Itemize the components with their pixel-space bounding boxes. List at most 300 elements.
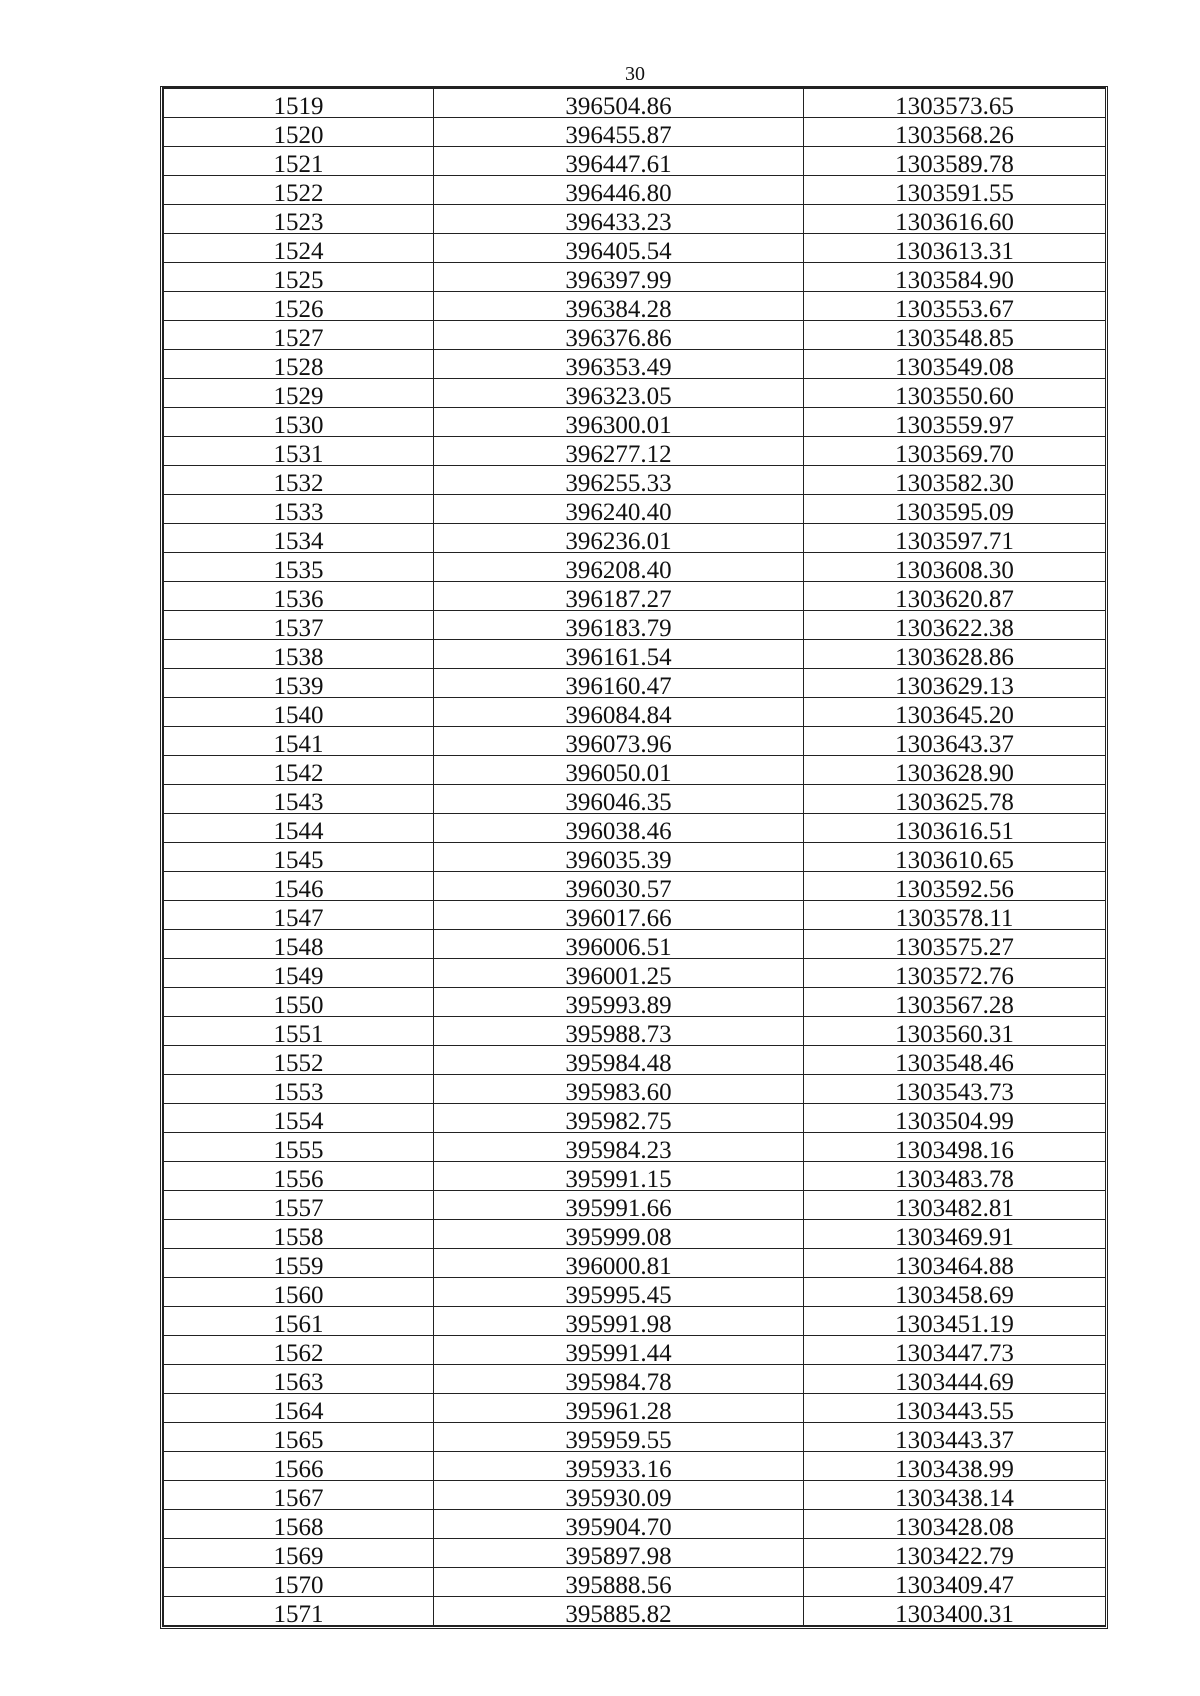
cell-text: 1526 <box>273 296 324 321</box>
table-row <box>164 1104 1106 1133</box>
point-number-cell <box>164 756 434 785</box>
cell-text: 1530 <box>273 412 324 437</box>
cell-text: 1303582.30 <box>895 470 1014 495</box>
table-row <box>164 1481 1106 1510</box>
x-coordinate-cell <box>434 1133 804 1162</box>
y-coordinate-cell <box>804 263 1106 292</box>
cell-text: 395991.66 <box>565 1195 672 1220</box>
cell-text: 1565 <box>273 1427 324 1452</box>
table-row <box>164 727 1106 756</box>
cell-text: 1303616.51 <box>895 818 1014 843</box>
point-number-cell <box>164 553 434 582</box>
y-coordinate-cell <box>804 292 1106 321</box>
cell-text: 1520 <box>273 122 324 147</box>
cell-text: 1547 <box>273 905 324 930</box>
cell-text: 1557 <box>273 1195 324 1220</box>
cell-text: 1525 <box>273 267 324 292</box>
x-coordinate-cell <box>434 930 804 959</box>
cell-text: 1544 <box>273 818 324 843</box>
cell-text: 395933.16 <box>565 1456 672 1481</box>
table-row <box>164 321 1106 350</box>
cell-text: 1548 <box>273 934 324 959</box>
table-row <box>164 669 1106 698</box>
cell-text: 395897.98 <box>565 1543 672 1568</box>
cell-text: 396017.66 <box>565 905 672 930</box>
cell-text: 1303589.78 <box>895 151 1014 176</box>
point-number-cell <box>164 901 434 930</box>
y-coordinate-cell <box>804 1481 1106 1510</box>
x-coordinate-cell <box>434 466 804 495</box>
cell-text: 1303443.55 <box>895 1398 1014 1423</box>
cell-text: 1523 <box>273 209 324 234</box>
cell-text: 1303447.73 <box>895 1340 1014 1365</box>
cell-text: 1567 <box>273 1485 324 1510</box>
cell-text: 395984.78 <box>565 1369 672 1394</box>
cell-text: 1540 <box>273 702 324 727</box>
y-coordinate-cell <box>804 640 1106 669</box>
point-number-cell <box>164 1104 434 1133</box>
y-coordinate-cell <box>804 814 1106 843</box>
cell-text: 1541 <box>273 731 324 756</box>
cell-text: 395991.98 <box>565 1311 672 1336</box>
table-row <box>164 640 1106 669</box>
x-coordinate-cell <box>434 1191 804 1220</box>
cell-text: 1555 <box>273 1137 324 1162</box>
cell-text: 1303483.78 <box>895 1166 1014 1191</box>
cell-text: 396038.46 <box>565 818 672 843</box>
y-coordinate-cell <box>804 495 1106 524</box>
y-coordinate-cell <box>804 234 1106 263</box>
table-row <box>164 930 1106 959</box>
cell-text: 396433.23 <box>565 209 672 234</box>
point-number-cell <box>164 1220 434 1249</box>
cell-text: 1568 <box>273 1514 324 1539</box>
cell-text: 396277.12 <box>565 441 672 466</box>
point-number-cell <box>164 785 434 814</box>
x-coordinate-cell <box>434 727 804 756</box>
table-row <box>164 698 1106 727</box>
y-coordinate-cell <box>804 1365 1106 1394</box>
cell-text: 1303595.09 <box>895 499 1014 524</box>
y-coordinate-cell <box>804 1017 1106 1046</box>
point-number-cell <box>164 1307 434 1336</box>
point-number-cell <box>164 1481 434 1510</box>
cell-text: 1303443.37 <box>895 1427 1014 1452</box>
point-number-cell <box>164 1336 434 1365</box>
table-row <box>164 814 1106 843</box>
point-number-cell <box>164 437 434 466</box>
cell-text: 1303645.20 <box>895 702 1014 727</box>
y-coordinate-cell <box>804 1539 1106 1568</box>
cell-text: 1552 <box>273 1050 324 1075</box>
cell-text: 1546 <box>273 876 324 901</box>
y-coordinate-cell <box>804 1452 1106 1481</box>
cell-text: 396001.25 <box>565 963 672 988</box>
cell-text: 396384.28 <box>565 296 672 321</box>
point-number-cell <box>164 1075 434 1104</box>
table-row <box>164 524 1106 553</box>
cell-text: 1543 <box>273 789 324 814</box>
table-row <box>164 263 1106 292</box>
table-row <box>164 1162 1106 1191</box>
cell-text: 1303567.28 <box>895 992 1014 1017</box>
table-row <box>164 1278 1106 1307</box>
y-coordinate-cell <box>804 147 1106 176</box>
point-number-cell <box>164 611 434 640</box>
x-coordinate-cell <box>434 89 804 118</box>
point-number-cell <box>164 1539 434 1568</box>
point-number-cell <box>164 1278 434 1307</box>
cell-text: 1303548.46 <box>895 1050 1014 1075</box>
point-number-cell <box>164 234 434 263</box>
point-number-cell <box>164 176 434 205</box>
x-coordinate-cell <box>434 1307 804 1336</box>
point-number-cell <box>164 1017 434 1046</box>
table-row <box>164 1249 1106 1278</box>
table-row <box>164 205 1106 234</box>
cell-text: 395993.89 <box>565 992 672 1017</box>
table-row <box>164 756 1106 785</box>
point-number-cell <box>164 727 434 756</box>
cell-text: 1528 <box>273 354 324 379</box>
table-row <box>164 89 1106 118</box>
point-number-cell <box>164 988 434 1017</box>
y-coordinate-cell <box>804 1104 1106 1133</box>
x-coordinate-cell <box>434 901 804 930</box>
x-coordinate-cell <box>434 814 804 843</box>
cell-text: 1303572.76 <box>895 963 1014 988</box>
cell-text: 1521 <box>273 151 324 176</box>
y-coordinate-cell <box>804 379 1106 408</box>
cell-text: 396030.57 <box>565 876 672 901</box>
cell-text: 1303613.31 <box>895 238 1014 263</box>
cell-text: 1303438.14 <box>895 1485 1014 1510</box>
table-row <box>164 379 1106 408</box>
y-coordinate-cell <box>804 582 1106 611</box>
y-coordinate-cell <box>804 89 1106 118</box>
table-row <box>164 1568 1106 1597</box>
cell-text: 396187.27 <box>565 586 672 611</box>
cell-text: 1561 <box>273 1311 324 1336</box>
cell-text: 1570 <box>273 1572 324 1597</box>
cell-text: 1529 <box>273 383 324 408</box>
point-number-cell <box>164 1365 434 1394</box>
point-number-cell <box>164 959 434 988</box>
cell-text: 396455.87 <box>565 122 672 147</box>
x-coordinate-cell <box>434 843 804 872</box>
cell-text: 395888.56 <box>565 1572 672 1597</box>
point-number-cell <box>164 524 434 553</box>
y-coordinate-cell <box>804 205 1106 234</box>
point-number-cell <box>164 1249 434 1278</box>
x-coordinate-cell <box>434 611 804 640</box>
x-coordinate-cell <box>434 1017 804 1046</box>
y-coordinate-cell <box>804 408 1106 437</box>
y-coordinate-cell <box>804 727 1106 756</box>
cell-text: 1303584.90 <box>895 267 1014 292</box>
x-coordinate-cell <box>434 205 804 234</box>
x-coordinate-cell <box>434 379 804 408</box>
cell-text: 396323.05 <box>565 383 672 408</box>
cell-text: 395885.82 <box>565 1601 672 1626</box>
cell-text: 396240.40 <box>565 499 672 524</box>
point-number-cell <box>164 1133 434 1162</box>
point-number-cell <box>164 843 434 872</box>
x-coordinate-cell <box>434 1510 804 1539</box>
table-row <box>164 495 1106 524</box>
x-coordinate-cell <box>434 1597 804 1626</box>
cell-text: 396006.51 <box>565 934 672 959</box>
cell-text: 1303458.69 <box>895 1282 1014 1307</box>
point-number-cell <box>164 640 434 669</box>
x-coordinate-cell <box>434 1278 804 1307</box>
table-row <box>164 785 1106 814</box>
point-number-cell <box>164 89 434 118</box>
cell-text: 1303553.67 <box>895 296 1014 321</box>
cell-text: 395984.48 <box>565 1050 672 1075</box>
table-row <box>164 1394 1106 1423</box>
cell-text: 1303400.31 <box>895 1601 1014 1626</box>
cell-text: 1571 <box>273 1601 324 1626</box>
table-row <box>164 1452 1106 1481</box>
cell-text: 1303628.86 <box>895 644 1014 669</box>
x-coordinate-cell <box>434 1481 804 1510</box>
cell-text: 1303498.16 <box>895 1137 1014 1162</box>
table-row <box>164 1046 1106 1075</box>
cell-text: 1303409.47 <box>895 1572 1014 1597</box>
point-number-cell <box>164 147 434 176</box>
cell-text: 1303444.69 <box>895 1369 1014 1394</box>
point-number-cell <box>164 205 434 234</box>
point-number-cell <box>164 1568 434 1597</box>
table-row <box>164 1017 1106 1046</box>
cell-text: 1559 <box>273 1253 324 1278</box>
cell-text: 395982.75 <box>565 1108 672 1133</box>
cell-text: 396050.01 <box>565 760 672 785</box>
y-coordinate-cell <box>804 930 1106 959</box>
cell-text: 1558 <box>273 1224 324 1249</box>
cell-text: 1303438.99 <box>895 1456 1014 1481</box>
x-coordinate-cell <box>434 1046 804 1075</box>
y-coordinate-cell <box>804 350 1106 379</box>
y-coordinate-cell <box>804 988 1106 1017</box>
table-row <box>164 553 1106 582</box>
point-number-cell <box>164 1452 434 1481</box>
cell-text: 1303608.30 <box>895 557 1014 582</box>
cell-text: 395991.44 <box>565 1340 672 1365</box>
cell-text: 396353.49 <box>565 354 672 379</box>
x-coordinate-cell <box>434 1365 804 1394</box>
cell-text: 395904.70 <box>565 1514 672 1539</box>
cell-text: 1303469.91 <box>895 1224 1014 1249</box>
x-coordinate-cell <box>434 669 804 698</box>
cell-text: 1553 <box>273 1079 324 1104</box>
y-coordinate-cell <box>804 611 1106 640</box>
table-row <box>164 1423 1106 1452</box>
table-row <box>164 988 1106 1017</box>
cell-text: 396183.79 <box>565 615 672 640</box>
table-row <box>164 1539 1106 1568</box>
cell-text: 1303464.88 <box>895 1253 1014 1278</box>
point-number-cell <box>164 1510 434 1539</box>
cell-text: 1303549.08 <box>895 354 1014 379</box>
cell-text: 1560 <box>273 1282 324 1307</box>
cell-text: 1303543.73 <box>895 1079 1014 1104</box>
cell-text: 1534 <box>273 528 324 553</box>
x-coordinate-cell <box>434 1220 804 1249</box>
cell-text: 1303592.56 <box>895 876 1014 901</box>
cell-text: 395988.73 <box>565 1021 672 1046</box>
cell-text: 1519 <box>273 93 324 118</box>
x-coordinate-cell <box>434 872 804 901</box>
x-coordinate-cell <box>434 118 804 147</box>
point-number-cell <box>164 321 434 350</box>
y-coordinate-cell <box>804 1133 1106 1162</box>
x-coordinate-cell <box>434 234 804 263</box>
coordinates-table-body <box>164 89 1106 1626</box>
cell-text: 395961.28 <box>565 1398 672 1423</box>
cell-text: 396397.99 <box>565 267 672 292</box>
x-coordinate-cell <box>434 147 804 176</box>
y-coordinate-cell <box>804 1568 1106 1597</box>
table-row <box>164 1365 1106 1394</box>
y-coordinate-cell <box>804 466 1106 495</box>
point-number-cell <box>164 1394 434 1423</box>
table-row <box>164 1307 1106 1336</box>
cell-text: 396160.47 <box>565 673 672 698</box>
cell-text: 395959.55 <box>565 1427 672 1452</box>
point-number-cell <box>164 379 434 408</box>
point-number-cell <box>164 669 434 698</box>
x-coordinate-cell <box>434 176 804 205</box>
y-coordinate-cell <box>804 843 1106 872</box>
cell-text: 396035.39 <box>565 847 672 872</box>
cell-text: 396000.81 <box>565 1253 672 1278</box>
cell-text: 1303622.38 <box>895 615 1014 640</box>
cell-text: 1303560.31 <box>895 1021 1014 1046</box>
point-number-cell <box>164 408 434 437</box>
cell-text: 395930.09 <box>565 1485 672 1510</box>
x-coordinate-cell <box>434 640 804 669</box>
y-coordinate-cell <box>804 1307 1106 1336</box>
cell-text: 1303428.08 <box>895 1514 1014 1539</box>
y-coordinate-cell <box>804 1220 1106 1249</box>
cell-text: 1522 <box>273 180 324 205</box>
cell-text: 1303550.60 <box>895 383 1014 408</box>
x-coordinate-cell <box>434 437 804 466</box>
x-coordinate-cell <box>434 321 804 350</box>
x-coordinate-cell <box>434 495 804 524</box>
cell-text: 1303629.13 <box>895 673 1014 698</box>
cell-text: 395984.23 <box>565 1137 672 1162</box>
cell-text: 1527 <box>273 325 324 350</box>
y-coordinate-cell <box>804 1423 1106 1452</box>
cell-text: 1303504.99 <box>895 1108 1014 1133</box>
y-coordinate-cell <box>804 1510 1106 1539</box>
cell-text: 1303591.55 <box>895 180 1014 205</box>
cell-text: 396236.01 <box>565 528 672 553</box>
x-coordinate-cell <box>434 1104 804 1133</box>
point-number-cell <box>164 930 434 959</box>
cell-text: 395995.45 <box>565 1282 672 1307</box>
table-row <box>164 1191 1106 1220</box>
table-row <box>164 582 1106 611</box>
cell-text: 395991.15 <box>565 1166 672 1191</box>
cell-text: 1524 <box>273 238 324 263</box>
cell-text: 1563 <box>273 1369 324 1394</box>
cell-text: 396446.80 <box>565 180 672 205</box>
x-coordinate-cell <box>434 756 804 785</box>
x-coordinate-cell <box>434 350 804 379</box>
y-coordinate-cell <box>804 872 1106 901</box>
page-number: 30 <box>625 63 645 85</box>
y-coordinate-cell <box>804 1336 1106 1365</box>
cell-text: 396447.61 <box>565 151 672 176</box>
y-coordinate-cell <box>804 959 1106 988</box>
y-coordinate-cell <box>804 1046 1106 1075</box>
table-row <box>164 1220 1106 1249</box>
table-row <box>164 147 1106 176</box>
cell-text: 1303451.19 <box>895 1311 1014 1336</box>
y-coordinate-cell <box>804 1278 1106 1307</box>
y-coordinate-cell <box>804 1191 1106 1220</box>
table-row <box>164 1336 1106 1365</box>
cell-text: 1531 <box>273 441 324 466</box>
x-coordinate-cell <box>434 785 804 814</box>
cell-text: 396046.35 <box>565 789 672 814</box>
cell-text: 396300.01 <box>565 412 672 437</box>
cell-text: 1554 <box>273 1108 324 1133</box>
coordinates-table-frame <box>160 86 1108 1629</box>
y-coordinate-cell <box>804 321 1106 350</box>
cell-text: 396073.96 <box>565 731 672 756</box>
table-row <box>164 350 1106 379</box>
cell-text: 1532 <box>273 470 324 495</box>
y-coordinate-cell <box>804 1162 1106 1191</box>
cell-text: 396161.54 <box>565 644 672 669</box>
cell-text: 1303616.60 <box>895 209 1014 234</box>
cell-text: 1303643.37 <box>895 731 1014 756</box>
cell-text: 395999.08 <box>565 1224 672 1249</box>
point-number-cell <box>164 292 434 321</box>
cell-text: 1533 <box>273 499 324 524</box>
coordinates-table <box>163 88 1106 1626</box>
cell-text: 1545 <box>273 847 324 872</box>
point-number-cell <box>164 466 434 495</box>
cell-text: 1303620.87 <box>895 586 1014 611</box>
cell-text: 1303597.71 <box>895 528 1014 553</box>
table-row <box>164 1510 1106 1539</box>
point-number-cell <box>164 263 434 292</box>
x-coordinate-cell <box>434 263 804 292</box>
x-coordinate-cell <box>434 553 804 582</box>
cell-text: 1542 <box>273 760 324 785</box>
point-number-cell <box>164 118 434 147</box>
x-coordinate-cell <box>434 1452 804 1481</box>
y-coordinate-cell <box>804 437 1106 466</box>
cell-text: 1550 <box>273 992 324 1017</box>
x-coordinate-cell <box>434 1423 804 1452</box>
cell-text: 1538 <box>273 644 324 669</box>
point-number-cell <box>164 1046 434 1075</box>
x-coordinate-cell <box>434 582 804 611</box>
table-row <box>164 843 1106 872</box>
cell-text: 1564 <box>273 1398 324 1423</box>
table-row <box>164 292 1106 321</box>
cell-text: 1303610.65 <box>895 847 1014 872</box>
cell-text: 1303575.27 <box>895 934 1014 959</box>
x-coordinate-cell <box>434 1394 804 1423</box>
